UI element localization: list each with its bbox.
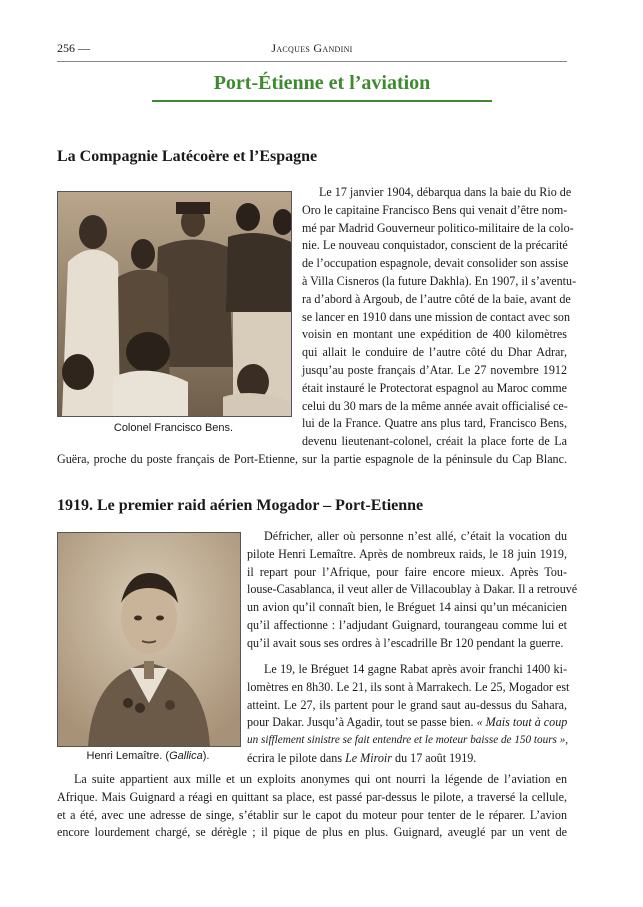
text-segment: du 17 août 1919. <box>392 750 477 765</box>
caption-name: Henri Lemaître. ( <box>86 750 170 762</box>
text-line <box>247 714 567 732</box>
text-line: Afrique. Mais Guignard a réagi en quittant sa place, est passé par-dessus le pilote, a traversé la cellule, <box>57 789 567 804</box>
text-line: Défricher, aller où personne n’est allé, c’était la vocation du <box>264 529 567 543</box>
caption-source: Gallica <box>169 750 203 762</box>
chapter-title-rule <box>152 100 492 102</box>
text-line: atteint. Le 27, ils partent pour le grand saut au-dessus du Sahara, <box>247 697 567 712</box>
text-line: ra d’abord à Argoub, de l’autre côté de la baie, avant de <box>302 291 571 306</box>
text-line: voisin en montant une expédition de 400 kilomètres <box>302 327 567 342</box>
photo-henri-lemaitre <box>57 532 241 747</box>
text-line: lomètres en 8h30. Le 21, ils sont à Marrakech. Le 25, Mogador est <box>247 679 570 694</box>
quote-start: « Mais tout à coup <box>476 715 568 730</box>
caption-end: ). <box>202 750 210 762</box>
text-line: mé par Madrid Gouverneur politico-militaire de la colo- <box>302 220 574 235</box>
quote-continuation: un sifflement sinistre se fait entendre et le moteur baisse de 150 tours » <box>247 734 566 747</box>
text-line: qu’il affectionne : l’adjudant Guignard, tourangeau comme lui et <box>247 617 567 632</box>
text-line: Oro le capitaine Francisco Bens qui venait d’être nom- <box>302 202 568 217</box>
body-text-mogador-para2 <box>247 661 570 768</box>
text-line <box>247 750 567 768</box>
text-segment: écrira le pilote dans <box>247 750 346 765</box>
section-heading-mogador-raid: 1919. Le premier raid aérien Mogador – Port-Etienne <box>57 497 424 514</box>
text-line: se lancer en 1910 dans une mission de contact avec son <box>302 309 570 324</box>
text-line: Le 17 janvier 1904, débarqua dans la baie du Rio de <box>319 185 572 199</box>
text-line: était instauré le Protectorat espagnol au Maroc comme <box>302 380 567 395</box>
photo-caption-lemaitre <box>57 750 239 762</box>
text-segment: pour Dakar. Jusqu’à Agadir, tout se passe bien. <box>247 715 477 730</box>
photo-caption-bens: Colonel Francisco Bens. <box>113 422 234 434</box>
text-segment: , <box>565 734 569 747</box>
text-line: Guëra, proche du poste français de Port-Etienne, sur la partie espagnole de la péninsule du Cap Blanc. <box>57 452 567 466</box>
section-heading-latecoere: La Compagnie Latécoère et l’Espagne <box>57 148 318 165</box>
chapter-title: Port-Étienne et l’aviation <box>213 72 431 94</box>
text-line: un avion qu’il connaît bien, le Bréguet 14 ainsi qu’un mécanicien <box>247 600 567 615</box>
text-line: il repart pour l’Afrique, pour faire encore mieux. Après Tou- <box>247 564 567 579</box>
sepia-group-photo <box>58 192 291 416</box>
publication-title: Le Miroir <box>345 750 392 765</box>
text-line: La suite appartient aux mille et un exploits anonymes qui ont nourri la légende de l’aviation en <box>74 772 567 786</box>
page-number: 256 — <box>57 41 90 55</box>
body-text-latecoere-full <box>57 451 567 469</box>
photo-francisco-bens <box>57 191 292 417</box>
text-line <box>247 732 567 750</box>
page-header <box>57 39 567 62</box>
text-line: nie. Le nouveau conquistador, conscient de la précarité <box>302 238 568 253</box>
text-line: et a été, avec une adresse de singe, s’établir sur le capot du moteur pour tenter de le réparer. L’avion <box>57 807 567 822</box>
text-line: Le 19, le Bréguet 14 gagne Rabat après avoir franchi 1400 ki- <box>264 662 567 676</box>
text-line: pilote Henri Lemaître. Après de nombreux raids, le 18 juin 1919, <box>247 546 567 561</box>
text-line: qu’il avait sous ses ordres à l’escadrille Br 120 pendant la guerre. <box>247 635 564 650</box>
text-line: jusqu’au poste français d’Atar. Le 27 novembre 1912 <box>302 362 567 377</box>
text-line: qui allait le conduire de l’autre côté du Dhar Adrar, <box>302 345 567 360</box>
text-line: lui de la France. Quatre ans plus tard, Francisco Bens, <box>302 416 567 431</box>
text-line: louse-Casablanca, il veut aller de Villacoublay à Dakar. Il a retrouvé <box>247 582 578 597</box>
sepia-portrait <box>58 533 240 746</box>
body-text-mogador-para3 <box>57 771 567 842</box>
text-line: devenu lieutenant-colonel, créait la place forte de La <box>302 434 567 449</box>
body-text-latecoere <box>302 184 577 451</box>
text-line: encore lourdement chargé, se dérègle ; il pique de plus en plus. Guignard, aveuglé par un vent de <box>57 825 567 840</box>
running-head: Jacques Gandini <box>271 41 353 55</box>
text-line: celui du 30 mars de la même année avait officialisé ce- <box>302 398 568 413</box>
body-text-mogador-para1 <box>247 528 578 653</box>
text-line: de l’occupation espagnole, devait consolider son assise <box>302 256 569 271</box>
text-line: à Villa Cisneros (la future Dakhla). En 1907, il s’aventu- <box>302 273 577 288</box>
